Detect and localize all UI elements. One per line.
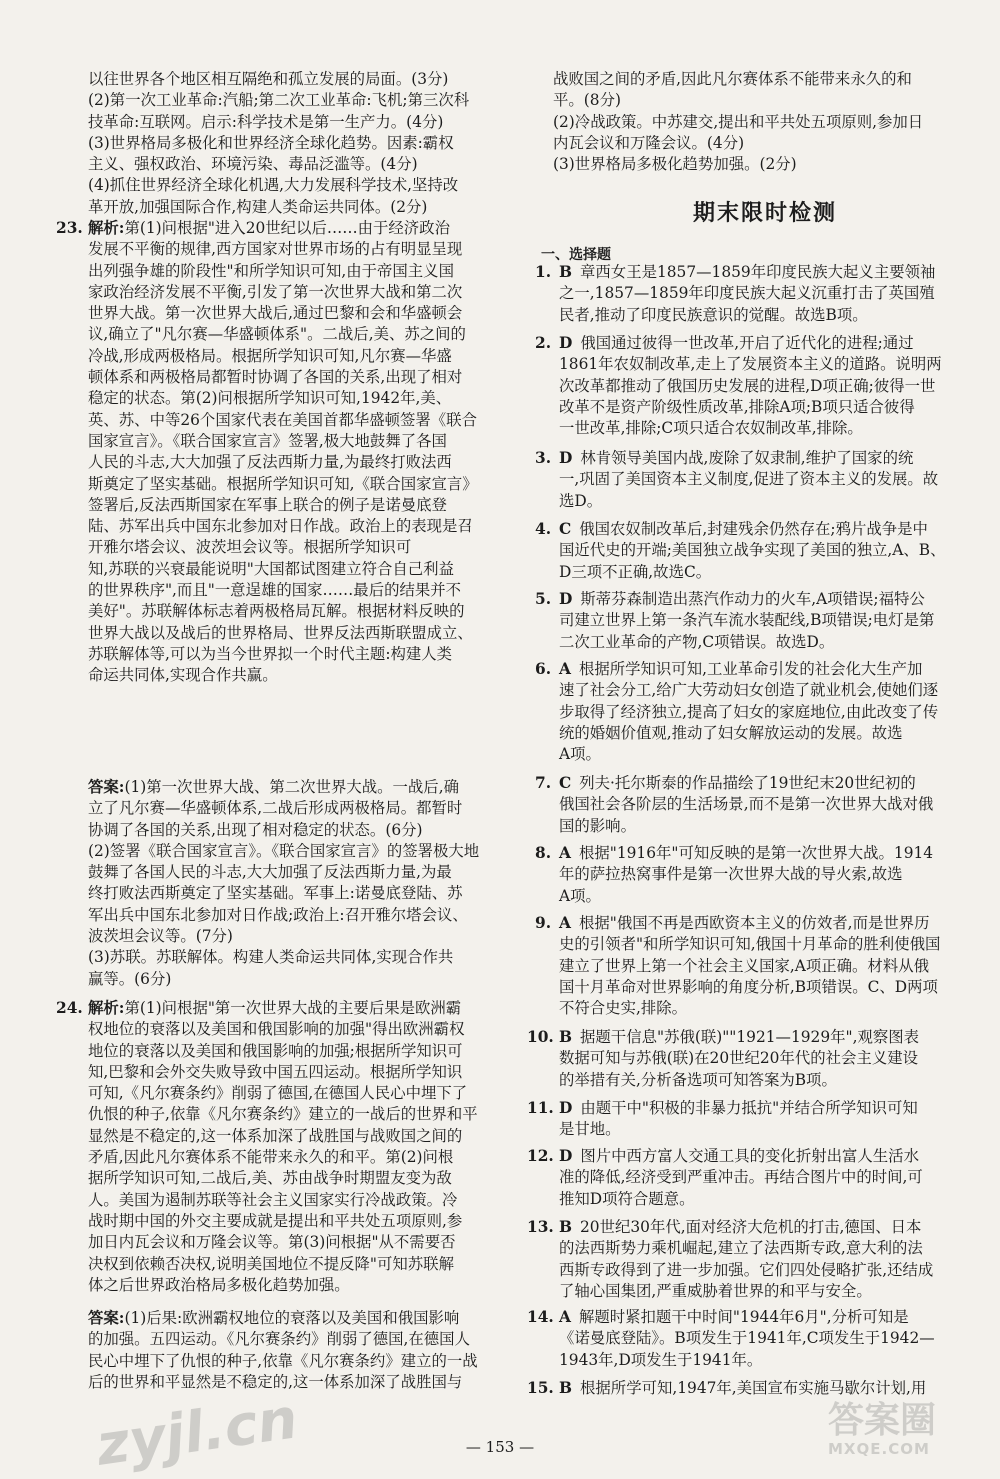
q24-answer-cont-text: (2)冷战政策。中苏建交,提出和平共处五项原则,参加日 (553, 112, 924, 131)
q23-analysis-text: 第(1)问根据"进入20世纪以后……由于经济政治 (124, 219, 450, 237)
choice-option: D (559, 1099, 573, 1117)
q23-number: 23. (56, 219, 83, 237)
q24-analysis-text: 地位的衰落以及美国和俄国影响的加强;根据所学知识可 (88, 1041, 463, 1060)
q22-answer-text: (3)世界格局多极化和世界经济全球化趋势。因素:霸权 (88, 133, 454, 152)
choice-number: 10. (527, 1028, 554, 1046)
q23-analysis-text: 命运共同体,实现合作共赢。 (88, 666, 278, 685)
q24-answer-line (88, 1351, 528, 1372)
choice-item (559, 262, 977, 326)
choice-line (559, 333, 977, 354)
choice-text: 速了社会分工,给广大劳动妇女创造了就业机会,使她们逐 (559, 681, 939, 700)
q23-answer-line (88, 777, 528, 798)
choice-line (559, 956, 977, 977)
choice-line (559, 659, 977, 680)
q24-analysis-text: 第(1)问根据"第一次世界大战的主要后果是欧洲霸 (124, 999, 462, 1017)
q24-analysis-text: 战时期中国的外交主要成就是提出和平共处五项原则,参 (88, 1211, 463, 1230)
choice-text: 步取得了经济独立,提高了妇女的家庭地位,由此改变了传 (559, 702, 939, 721)
q24-answer-line (88, 1372, 528, 1393)
choice-text: 国近代史的开端;美国独立战争实现了美国的独立,A、B、 (559, 541, 946, 560)
choice-line (559, 816, 977, 837)
choice-text: 国十月革命对世界影响的角度分析,B项错误。C、D两项 (559, 977, 938, 996)
choice-text: 根据"1916年"可知反映的是第一次世界大战。1914 (578, 844, 934, 862)
q22-answer-text: 革开放,加强国际合作,构建人类命运共同体。(2分) (88, 197, 428, 216)
choice-text: 了轴心国集团,严重威胁着世界的和平与安全。 (559, 1281, 872, 1300)
choice-item (559, 448, 977, 512)
choice-line (559, 540, 977, 561)
q24-answer-cont-text: 内瓦会议和万隆会议。(4分) (553, 133, 745, 152)
q23-answer-line (88, 926, 528, 947)
choice-text: 一世改革,排除;C项只适合农奴制改革,排除。 (559, 419, 863, 438)
q22-answer-line (88, 175, 528, 196)
choice-option: A (559, 660, 571, 678)
q24-analysis-text: 仇恨的种子,依靠《凡尔赛条约》建立的一战后的世界和平 (88, 1105, 478, 1124)
choice-number: 14. (527, 1308, 554, 1326)
q22-answer-line (88, 133, 528, 154)
q23-answer-line (88, 841, 528, 862)
q23-answer-line (88, 862, 528, 883)
q23-analysis-line (88, 431, 528, 452)
q24-analysis-text: 人。美国为遏制苏联等社会主义国家实行冷战政策。冷 (88, 1190, 458, 1209)
choice-line (559, 354, 977, 375)
q24-answer-line (88, 1308, 528, 1329)
q23-analysis-line (88, 324, 528, 345)
q24-analysis-line (88, 1232, 528, 1253)
choice-text: 准的降低,经济受到严重冲击。再结合图片中的时间,可 (559, 1168, 923, 1187)
q24-answer-text: 民心中埋下了仇恨的种子,依靠《凡尔赛条约》建立的一战 (88, 1351, 478, 1370)
choice-line (559, 448, 977, 469)
choice-option: B (559, 263, 573, 281)
q24-answer-cont-line (553, 133, 977, 154)
choice-line (559, 610, 977, 631)
choice-text: 是甘地。 (559, 1120, 621, 1139)
choice-text: 推知D项符合题意。 (559, 1189, 695, 1208)
choice-line (559, 562, 977, 583)
choice-text: 次改革都推动了俄国历史发展的进程,D项正确;彼得一世 (559, 376, 936, 395)
q23-analysis-text: 顿体系和两极格局都暂时协调了各国的关系,出现了相对 (88, 368, 463, 387)
q23-analysis (88, 218, 528, 687)
choice-option: D (559, 334, 573, 352)
q23-analysis-line (88, 410, 528, 431)
choice-text: 西斯专政得到了进一步加强。它们四处侵略扩张,还结成 (559, 1260, 934, 1279)
choice-text: 章西女王是1857—1859年印度民族大起义主要领袖 (580, 263, 936, 281)
q22-answer-text: (2)第一次工业革命:汽船;第二次工业革命:飞机;第三次科 (88, 91, 470, 110)
q23-analysis-text: 发展不平衡的规律,西方国家对世界市场的占有明显呈现 (88, 240, 463, 259)
choice-text: 史的引领者"和所学知识可知,俄国十月革命的胜利使俄国 (559, 935, 941, 954)
q23-analysis-text: 世界大战以及战后的世界格局、世界反法西斯联盟成立、 (88, 623, 473, 642)
q24-analysis-line (88, 998, 528, 1019)
choice-line (559, 1119, 977, 1140)
q24-analysis-line (88, 1062, 528, 1083)
q23-analysis-line (88, 303, 528, 324)
choice-line (559, 702, 977, 723)
q23-analysis-line (88, 282, 528, 303)
right-column (527, 0, 977, 1471)
choice-number: 2. (535, 334, 552, 352)
choice-line (559, 843, 977, 864)
q23-answer-label: 答案: (88, 778, 125, 796)
choice-option: B (559, 1218, 573, 1236)
choice-line (559, 886, 977, 907)
q23-analysis-line (88, 239, 528, 260)
choice-text: 根据所学可知,1947年,美国宣布实施马歇尔计划,用 (580, 1379, 927, 1397)
choice-number: 8. (535, 844, 552, 862)
q24-analysis-text: 决权到依赖否决权,说明美国地位不提反降"可知苏联解 (88, 1254, 454, 1273)
choice-option: D (559, 1147, 573, 1165)
q24-analysis-line (88, 1041, 528, 1062)
choice-text: 俄国通过彼得一世改革,开启了近代化的进程;通过 (580, 334, 914, 352)
q24-answer-label: 答案: (88, 1309, 125, 1327)
choice-text: 国的影响。 (559, 816, 636, 835)
q22-answer-text: (4)抓住世界经济全球化机遇,大力发展科学技术,坚持改 (88, 176, 459, 195)
choice-line (559, 1167, 977, 1188)
choice-number: 7. (535, 774, 552, 792)
choice-line (559, 864, 977, 885)
q24-number: 24. (56, 999, 83, 1017)
q23-analysis-text: 陆、苏军出兵中国东北参加对日作战。政治上的表现是召 (88, 517, 473, 536)
choice-line (559, 589, 977, 610)
q23-analysis-line (88, 665, 528, 686)
choice-text: 据题干信息"苏俄(联)""1921—1929年",观察图表 (580, 1028, 920, 1046)
q24-analysis-line (88, 1168, 528, 1189)
choice-text: 的法西斯势力乘机崛起,建立了法西斯专政,意大利的法 (559, 1239, 923, 1258)
q22-answer-continuation (88, 69, 528, 218)
choice-text: 不符合史实,排除。 (559, 999, 688, 1018)
q24-analysis-text: 体之后世界政治格局多极化趋势加强。 (88, 1275, 350, 1294)
q23-analysis-line (88, 644, 528, 665)
q24-analysis-text: 权地位的衰落以及美国和俄国影响的加强"得出欧洲霸权 (88, 1020, 465, 1039)
q23-answer-text: 终打败法西斯奠定了坚实基础。军事上:诺曼底登陆、苏 (88, 884, 463, 903)
choice-number: 6. (535, 660, 552, 678)
q24-analysis-line (88, 1211, 528, 1232)
choice-line (559, 773, 977, 794)
q23-analysis-text: 稳定的状态。第(2)问根据所学知识可知,1942年,美、 (88, 389, 452, 408)
q24-analysis-text: 矛盾,因此凡尔赛体系不能带来永久的和平。第(2)问根 (88, 1148, 454, 1167)
q23-analysis-line (88, 516, 528, 537)
q23-answer-text: 波茨坦会议等。(7分) (88, 927, 233, 946)
choice-option: D (559, 449, 573, 467)
q23-answer-line (88, 820, 528, 841)
choice-item (559, 589, 977, 653)
q23-analysis-line (88, 601, 528, 622)
choice-option: B (559, 1379, 573, 1397)
choice-line (559, 1217, 977, 1238)
choice-number: 4. (535, 520, 552, 538)
choice-line (559, 1098, 977, 1119)
q24-answer-cont-line (553, 112, 977, 133)
choice-line (559, 1350, 977, 1371)
watermark-right-sub: MXQE.COM (828, 1440, 930, 1458)
choice-number: 11. (527, 1099, 554, 1117)
q24-answer-cont-text: (3)世界格局多极化趋势加强。(2分) (553, 155, 797, 174)
choice-line (559, 723, 977, 744)
q23-analysis-text: 英、苏、中等26个国家代表在美国首都华盛顿签署《联合 (88, 410, 477, 429)
q24-analysis (88, 998, 528, 1296)
choice-text: 《诺曼底登陆》。B项发生于1941年,C项发生于1942— (559, 1329, 935, 1348)
choice-line (559, 1048, 977, 1069)
choice-item (559, 1027, 977, 1091)
choice-text: 根据"俄国不再是西欧资本主义的仿效者,而是世界历 (578, 914, 930, 932)
choice-text: 解题时紧扣题干中时间"1944年6月",分析可知是 (578, 1308, 909, 1326)
choice-line (559, 934, 977, 955)
choice-number: 15. (527, 1379, 554, 1397)
choice-text: 1861年农奴制改革,走上了发展资本主义的道路。说明两 (559, 355, 942, 374)
q24-analysis-line (88, 1147, 528, 1168)
choice-line (559, 1238, 977, 1259)
q23-analysis-text: 家政治经济发展不平衡,引发了第一次世界大战和第二次 (88, 282, 463, 301)
q24-answer-text: 的加强。五四运动。《凡尔赛条约》削弱了德国,在德国人 (88, 1330, 470, 1349)
choice-line (559, 1307, 977, 1328)
choice-text: 民者,推动了印度民族意识的觉醒。故选B项。 (559, 305, 868, 324)
q23-analysis-line (88, 537, 528, 558)
q23-answer-line (88, 969, 528, 990)
q22-answer-line (88, 90, 528, 111)
choice-option: A (559, 844, 571, 862)
q24-analysis-line (88, 1019, 528, 1040)
q23-answer-text: 赢等。(6分) (88, 969, 172, 988)
q23-answer-line (88, 947, 528, 968)
choice-option: C (559, 774, 572, 792)
choice-line (559, 491, 977, 512)
q23-answer-text: 鼓舞了各国人民的斗志,大大加强了反法西斯力量,为最 (88, 863, 452, 882)
choice-number: 3. (535, 449, 552, 467)
choice-line (559, 1260, 977, 1281)
q24-analysis-text: 据所学知识可知,二战后,美、苏由战争时期盟友变为敌 (88, 1169, 452, 1188)
q23-answer-text: 协调了各国的关系,出现了相对稳定的状态。(6分) (88, 820, 423, 839)
choice-line (559, 376, 977, 397)
q23-answer-line (88, 798, 528, 819)
q24-analysis-text: 显然是不稳定的,这一体系加深了战胜国与战败国之间的 (88, 1126, 463, 1145)
choice-item (559, 519, 977, 583)
q22-answer-text: 技革命:互联网。启示:科学技术是第一生产力。(4分) (88, 112, 444, 131)
choice-number: 12. (527, 1147, 554, 1165)
q23-analysis-label: 解析: (88, 219, 125, 237)
q23-analysis-text: 签署后,反法西斯国家在军事上联合的例子是诺曼底登 (88, 495, 447, 514)
choice-line (559, 283, 977, 304)
choice-line (559, 794, 977, 815)
choice-line (559, 744, 977, 765)
choice-line (559, 632, 977, 653)
q23-analysis-text: 冷战,形成两极格局。根据所学知识可知,凡尔赛—华盛 (88, 346, 452, 365)
q24-answer-cont-text: 战败国之间的矛盾,因此凡尔赛体系不能带来永久的和 (553, 70, 912, 88)
section-heading: 一、选择题 (541, 247, 611, 263)
q23-analysis-text: 出列强争雄的阶段性"和所学知识可知,由于帝国主义国 (88, 261, 454, 280)
q22-answer-line (88, 154, 528, 175)
choice-text: 的举措有关,分析备选项可知答案为B项。 (559, 1070, 837, 1089)
page-number: — 153 — (465, 1438, 535, 1456)
choice-line (559, 262, 977, 283)
choice-line (559, 1070, 977, 1091)
choice-line (559, 469, 977, 490)
choice-text: D三项不正确,故选C。 (559, 562, 712, 581)
choice-line (559, 680, 977, 701)
q24-analysis-line (88, 1083, 528, 1104)
choice-line (559, 1027, 977, 1048)
choice-number: 5. (535, 590, 552, 608)
choice-text: 二次工业革命的产物,C项错误。故选D。 (559, 632, 835, 651)
choice-text: 由题干中"积极的非暴力抵抗"并结合所学知识可知 (580, 1099, 918, 1117)
choice-line (559, 1189, 977, 1210)
q22-answer-line (88, 112, 528, 133)
choice-line (559, 977, 977, 998)
q24-answer-continuation (553, 69, 977, 175)
q24-analysis-line (88, 1104, 528, 1125)
choice-item (559, 1217, 977, 1302)
choice-text: 之一,1857—1859年印度民族大起义沉重打击了英国殖 (559, 284, 935, 303)
q24-analysis-text: 知,巴黎和会外交失败导致中国五四运动。根据所学知识 (88, 1062, 463, 1081)
choice-text: A项。 (559, 886, 601, 905)
q22-answer-text: 主义、强权政治、环境污染、毒品泛滥等。(4分) (88, 155, 418, 174)
q23-analysis-text: 苏联解体等,可以为当今世界拟一个时代主题:构建人类 (88, 644, 453, 663)
q23-analysis-text: 开雅尔塔会议、波茨坦会议等。根据所学知识可 (88, 538, 412, 557)
q23-answer-text: 立了凡尔赛—华盛顿体系,二战后形成两极格局。都暂时 (88, 799, 463, 818)
choice-text: 林肯领导美国内战,废除了奴隶制,维护了国家的统 (580, 449, 914, 467)
q24-answer (88, 1308, 528, 1393)
choice-item (559, 333, 977, 439)
q24-answer-cont-line (553, 90, 977, 111)
choice-option: B (559, 1028, 573, 1046)
choice-line (559, 1281, 977, 1302)
choice-option: A (559, 914, 571, 932)
q23-analysis-line (88, 623, 528, 644)
choice-text: 1943年,D项发生于1941年。 (559, 1350, 763, 1369)
choice-line (559, 397, 977, 418)
q23-analysis-text: 知,苏联的兴衰最能说明"大国都试图建立符合自己利益 (88, 559, 454, 578)
choice-number: 13. (527, 1218, 554, 1236)
choice-text: 俄国社会各阶层的生活场景,而不是第一次世界大战对俄 (559, 795, 934, 814)
choice-text: 列夫·托尔斯泰的作品描绘了19世纪末20世纪初的 (579, 774, 916, 792)
q24-answer-text: 后的世界和平显然是不稳定的,这一体系加深了战胜国与 (88, 1372, 463, 1391)
choice-number: 1. (535, 263, 552, 281)
q24-analysis-line (88, 1126, 528, 1147)
q23-analysis-line (88, 580, 528, 601)
choice-item (559, 1307, 977, 1371)
q24-analysis-line (88, 1275, 528, 1296)
choice-line (559, 1328, 977, 1349)
choice-item (559, 1098, 977, 1141)
q22-answer-text: 以往世界各个地区相互隔绝和孤立发展的局面。(3分) (88, 70, 449, 88)
q23-analysis-text: 议,确立了"凡尔赛—华盛顿体系"。二战后,美、苏之间的 (88, 325, 466, 344)
choice-item (559, 659, 977, 765)
left-column (56, 0, 528, 1471)
choice-item (559, 1146, 977, 1210)
choice-text: 改革不是资产阶级性质改革,排除A项;B项只适合彼得 (559, 397, 915, 416)
q24-analysis-text: 可知,《凡尔赛条约》削弱了德国,在德国人民心中埋下了 (88, 1084, 468, 1103)
q24-analysis-text: 加日内瓦会议和万隆会议等。第(3)问根据"从不需要否 (88, 1233, 456, 1252)
q24-analysis-line (88, 1254, 528, 1275)
choice-text: 统的婚姻价值观,推动了妇女解放运动的发展。故选 (559, 723, 903, 742)
choice-text: 数据可知与苏俄(联)在20世纪20年代的社会主义建设 (559, 1049, 918, 1068)
choice-item (559, 913, 977, 1019)
choice-text: 20世纪30年代,面对经济大危机的打击,德国、日本 (580, 1218, 922, 1236)
q23-analysis-text: 世界大战。第一次世界大战后,通过巴黎和会和华盛顿会 (88, 304, 463, 323)
watermark-right: 答案圈 (828, 1400, 937, 1441)
q23-analysis-line (88, 346, 528, 367)
choice-text: 斯蒂芬森制造出蒸汽作动力的火车,A项错误;福特公 (580, 590, 925, 608)
choice-number: 9. (535, 914, 552, 932)
q23-analysis-line (88, 218, 528, 239)
q22-answer-line (88, 69, 528, 90)
q22-answer-line (88, 197, 528, 218)
choice-text: 一,巩固了美国资本主义制度,促进了资本主义的发展。故 (559, 470, 939, 489)
choice-text: 俄国农奴制改革后,封建残余仍然存在;鸦片战争是中 (579, 520, 928, 538)
q24-answer-line (88, 1329, 528, 1350)
choice-line (559, 1146, 977, 1167)
choice-line (559, 418, 977, 439)
q23-analysis-text: 的世界秩序",而且"一意逞雄的国家……最后的结果并不 (88, 581, 462, 600)
choice-text: 图片中西方富人交通工具的变化折射出富人生活水 (580, 1147, 919, 1165)
q23-analysis-text: 国家宣言》。《联合国家宣言》签署,极大地鼓舞了各国 (88, 431, 447, 450)
q23-answer-text: 军出兵中国东北参加对日作战;政治上:召开雅尔塔会议、 (88, 905, 468, 924)
q24-analysis-line (88, 1190, 528, 1211)
q23-answer-line (88, 883, 528, 904)
choice-text: 年的萨拉热窝事件是第一次世界大战的导火索,故选 (559, 865, 903, 884)
q24-answer-text: (1)后果:欧洲霸权地位的衰落以及美国和俄国影响 (124, 1309, 460, 1327)
choice-text: A项。 (559, 745, 601, 764)
q24-analysis-label: 解析: (88, 999, 125, 1017)
q23-answer-text: (3)苏联。苏联解体。构建人类命运共同体,实现合作共 (88, 948, 454, 967)
q23-analysis-line (88, 559, 528, 580)
choice-line (559, 519, 977, 540)
q23-analysis-line (88, 388, 528, 409)
watermark-left: zyjl.cn (92, 1386, 302, 1479)
q24-answer-cont-line (553, 154, 977, 175)
choice-item (559, 843, 977, 907)
q24-answer-cont-text: 平。(8分) (553, 91, 621, 110)
q23-answer (88, 777, 528, 990)
q23-analysis-line (88, 474, 528, 495)
choice-text: 选D。 (559, 491, 603, 510)
choice-item (559, 773, 977, 837)
choice-line (559, 913, 977, 934)
q23-analysis-line (88, 452, 528, 473)
choice-text: 司建立世界上第一条汽车流水装配线,B项错误;电灯是第 (559, 611, 935, 630)
q23-analysis-line (88, 367, 528, 388)
q23-answer-text: (1)第一次世界大战、第二次世界大战。一战后,确 (124, 778, 459, 796)
section-title: 期末限时检测 (692, 201, 837, 226)
choice-option: C (559, 520, 572, 538)
choice-text: 根据所学知识可知,工业革命引发的社会化大生产加 (578, 660, 923, 678)
choice-option: A (559, 1308, 571, 1326)
choice-line (559, 305, 977, 326)
q23-answer-line (88, 905, 528, 926)
choice-option: D (559, 590, 573, 608)
choice-line (559, 998, 977, 1019)
q23-analysis-text: 人民的斗志,大大加强了反法西斯力量,为最终打败法西 (88, 453, 452, 472)
q23-answer-text: (2)签署《联合国家宣言》。《联合国家宣言》的签署极大地 (88, 841, 480, 860)
choice-text: 建立了世界上第一个社会主义国家,A项正确。材料从俄 (559, 956, 929, 975)
q23-analysis-line (88, 261, 528, 282)
q23-analysis-text: 美好"。苏联解体标志着两极格局瓦解。根据材料反映的 (88, 602, 465, 621)
q23-analysis-text: 斯奠定了坚实基础。根据所学知识可知,《联合国家宣言》 (88, 474, 478, 493)
q23-analysis-line (88, 495, 528, 516)
q24-answer-cont-line (553, 69, 977, 90)
